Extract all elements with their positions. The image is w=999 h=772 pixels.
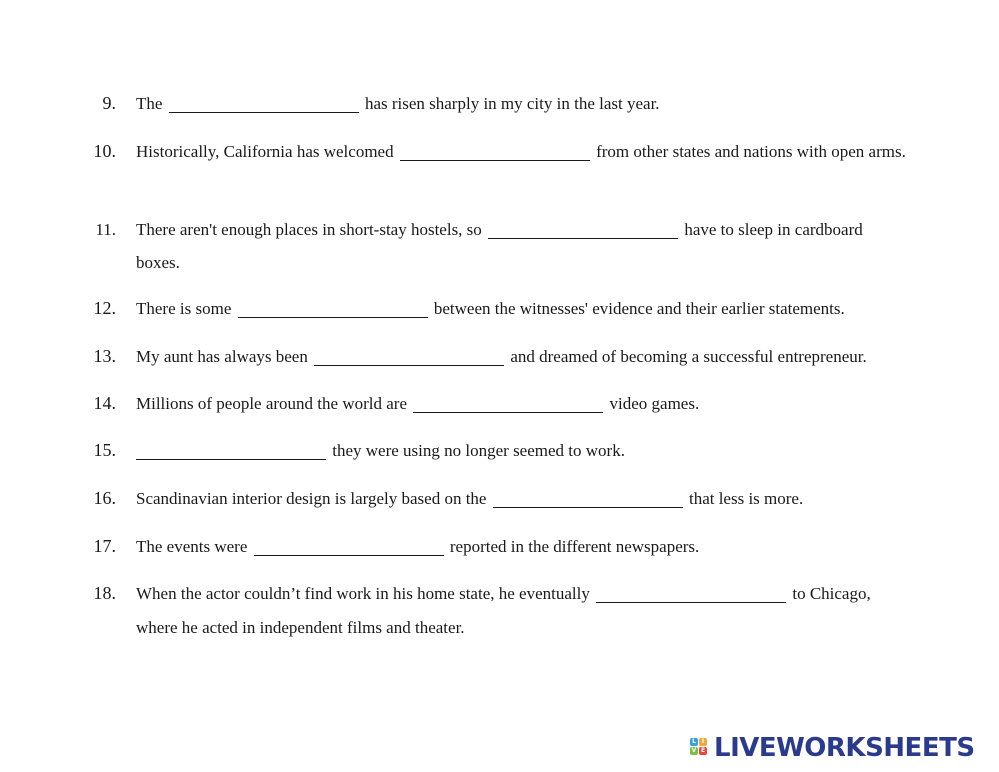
question-text-before: My aunt has always been bbox=[136, 347, 308, 366]
question-text-before: The bbox=[136, 94, 163, 113]
answer-blank[interactable] bbox=[238, 295, 428, 318]
answer-blank[interactable] bbox=[169, 90, 359, 113]
question-number: 10. bbox=[93, 141, 116, 161]
question-text-before: The events were bbox=[136, 537, 248, 556]
answer-blank[interactable] bbox=[254, 533, 444, 556]
question-text-after: from other states and nations with open arms. bbox=[596, 142, 906, 161]
question-text-after: has risen sharply in my city in the last year. bbox=[364, 94, 660, 113]
question-text-after: reported in the different newspapers. bbox=[449, 537, 700, 556]
answer-blank[interactable] bbox=[493, 485, 683, 508]
question-text-after: they were using no longer seemed to work. bbox=[332, 441, 625, 460]
answer-blank[interactable] bbox=[136, 437, 326, 460]
question-text-before: Millions of people around the world are bbox=[136, 394, 407, 413]
question-number: 16. bbox=[93, 488, 116, 508]
question-text-after: to Chicago, bbox=[792, 584, 871, 603]
question-text-before: Historically, California has welcomed bbox=[136, 142, 394, 161]
question-number: 18. bbox=[93, 583, 116, 603]
question-text-after: have to sleep in cardboard bbox=[684, 220, 863, 239]
liveworksheets-logo-text: LIVEWORKSHEETS bbox=[714, 733, 975, 763]
answer-blank[interactable] bbox=[596, 580, 786, 603]
question-text-after: that less is more. bbox=[688, 489, 804, 508]
liveworksheets-logo bbox=[690, 730, 975, 766]
question-number: 14. bbox=[93, 393, 116, 413]
question-number: 13. bbox=[93, 346, 116, 366]
answer-blank[interactable] bbox=[488, 216, 678, 239]
question-number: 12. bbox=[93, 298, 116, 318]
question-number: 9. bbox=[102, 93, 116, 113]
question-number: 15. bbox=[93, 440, 116, 460]
question-text-after: and dreamed of becoming a successful entrepreneur. bbox=[510, 347, 867, 366]
question-continuation: boxes. bbox=[136, 253, 180, 272]
question-text-after: video games. bbox=[609, 394, 700, 413]
question-number: 11. bbox=[95, 220, 116, 239]
question-text-before: There aren't enough places in short-stay hostels, so bbox=[136, 220, 482, 239]
question-text-after: between the witnesses' evidence and their earlier statements. bbox=[433, 299, 845, 318]
answer-blank[interactable] bbox=[400, 138, 590, 161]
liveworksheets-logo-icon: L I V E bbox=[691, 738, 706, 754]
answer-blank[interactable] bbox=[413, 390, 603, 413]
question-continuation: where he acted in independent films and theater. bbox=[136, 618, 465, 637]
question-text-before: When the actor couldn’t find work in his home state, he eventually bbox=[136, 584, 590, 603]
answer-blank[interactable] bbox=[314, 343, 504, 366]
question-text-before: There is some bbox=[136, 299, 232, 318]
question-text-before: Scandinavian interior design is largely based on the bbox=[136, 489, 487, 508]
question-number: 17. bbox=[93, 536, 116, 556]
